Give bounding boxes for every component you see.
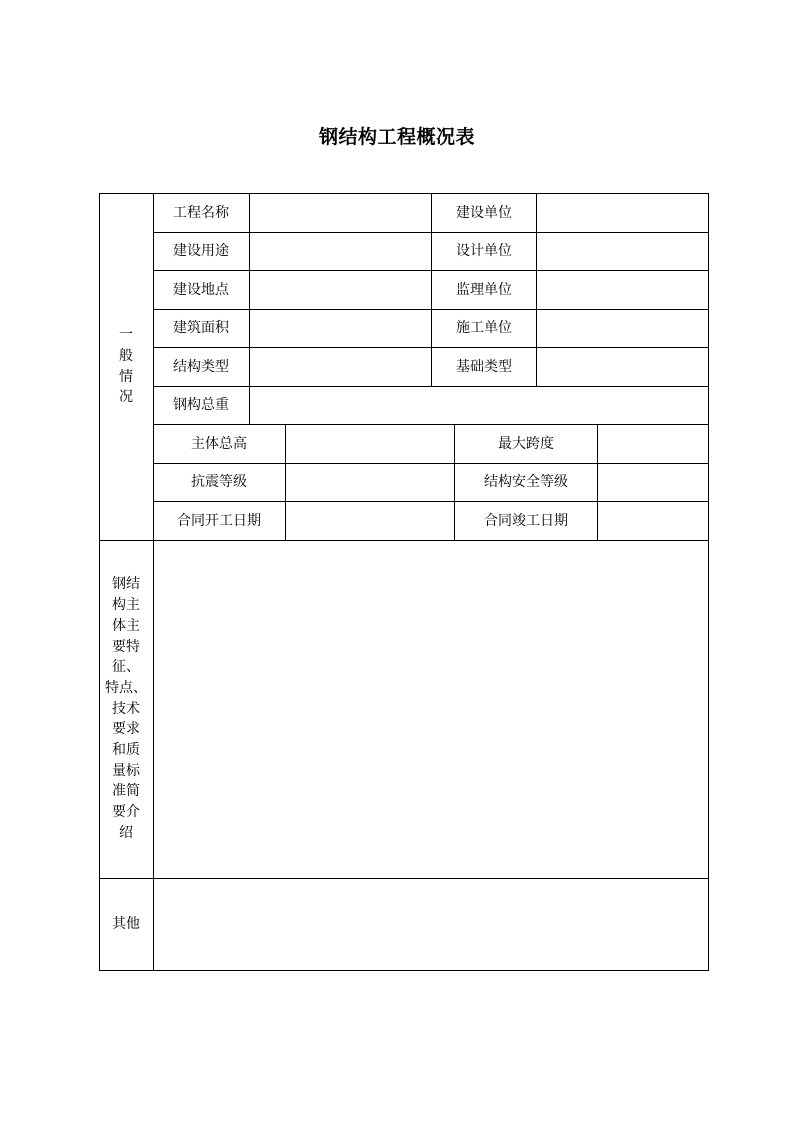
safety-grade-field[interactable] bbox=[598, 464, 708, 501]
header-line: 构主 bbox=[112, 597, 140, 614]
header-line: 特点、 bbox=[105, 679, 147, 696]
main-features-header bbox=[99, 540, 153, 878]
header-char: 般 bbox=[119, 347, 133, 364]
header-line: 准简 bbox=[112, 783, 140, 800]
other-field[interactable] bbox=[154, 879, 708, 970]
max-span-label: 最大跨度 bbox=[498, 435, 554, 452]
structure-type-label: 结构类型 bbox=[173, 358, 229, 375]
header-line: 征、 bbox=[112, 659, 140, 676]
general-info-header bbox=[99, 193, 153, 540]
construction-unit-field[interactable] bbox=[537, 310, 708, 347]
header-char: 况 bbox=[119, 389, 133, 406]
building-area-label: 建筑面积 bbox=[173, 320, 229, 336]
contract-start-date-label: 合同开工日期 bbox=[177, 512, 261, 529]
building-use-field[interactable] bbox=[250, 233, 431, 270]
header-line: 技术 bbox=[112, 700, 140, 717]
steel-total-weight-label: 钢构总重 bbox=[173, 397, 229, 413]
supervision-unit-field[interactable] bbox=[537, 271, 708, 309]
header-line: 绍 bbox=[119, 824, 133, 841]
foundation-type-field[interactable] bbox=[537, 348, 708, 386]
building-site-label: 建设地点 bbox=[173, 281, 229, 298]
page-title: 钢结构工程概况表 bbox=[318, 126, 475, 148]
contract-start-date-field[interactable] bbox=[286, 502, 454, 540]
contract-completion-date-label: 合同竣工日期 bbox=[484, 512, 568, 529]
steel-total-weight-field[interactable] bbox=[250, 387, 708, 424]
building-area-field[interactable] bbox=[250, 310, 431, 347]
main-height-label: 主体总高 bbox=[191, 435, 247, 452]
header-line: 要求 bbox=[112, 721, 140, 738]
main-features-field[interactable] bbox=[154, 541, 708, 878]
owner-unit-label: 建设单位 bbox=[456, 204, 512, 221]
header-char: 一 bbox=[119, 327, 133, 344]
contract-completion-date-field[interactable] bbox=[598, 502, 708, 540]
project-name-label: 工程名称 bbox=[173, 204, 229, 221]
seismic-grade-label: 抗震等级 bbox=[191, 474, 247, 490]
header-line: 和质 bbox=[112, 742, 140, 759]
header-line: 体主 bbox=[112, 617, 140, 634]
construction-unit-label: 施工单位 bbox=[456, 320, 512, 336]
design-unit-label: 设计单位 bbox=[456, 243, 512, 259]
seismic-grade-field[interactable] bbox=[286, 464, 454, 501]
building-site-field[interactable] bbox=[250, 271, 431, 309]
header-char: 情 bbox=[119, 368, 133, 385]
max-span-field[interactable] bbox=[598, 425, 708, 463]
main-height-field[interactable] bbox=[286, 425, 454, 463]
header-line: 要介 bbox=[112, 804, 140, 821]
foundation-type-label: 基础类型 bbox=[456, 358, 512, 375]
header-line: 钢结 bbox=[112, 576, 140, 593]
supervision-unit-label: 监理单位 bbox=[456, 281, 512, 298]
project-name-field[interactable] bbox=[250, 194, 431, 232]
header-line: 量标 bbox=[112, 762, 140, 779]
header-line: 要特 bbox=[112, 638, 140, 655]
structure-type-field[interactable] bbox=[250, 348, 431, 386]
design-unit-field[interactable] bbox=[537, 233, 708, 270]
owner-unit-field[interactable] bbox=[537, 194, 708, 232]
safety-grade-label: 结构安全等级 bbox=[484, 474, 568, 490]
building-use-label: 建设用途 bbox=[173, 243, 229, 259]
other-label: 其他 bbox=[112, 916, 140, 933]
other-header bbox=[99, 878, 153, 971]
